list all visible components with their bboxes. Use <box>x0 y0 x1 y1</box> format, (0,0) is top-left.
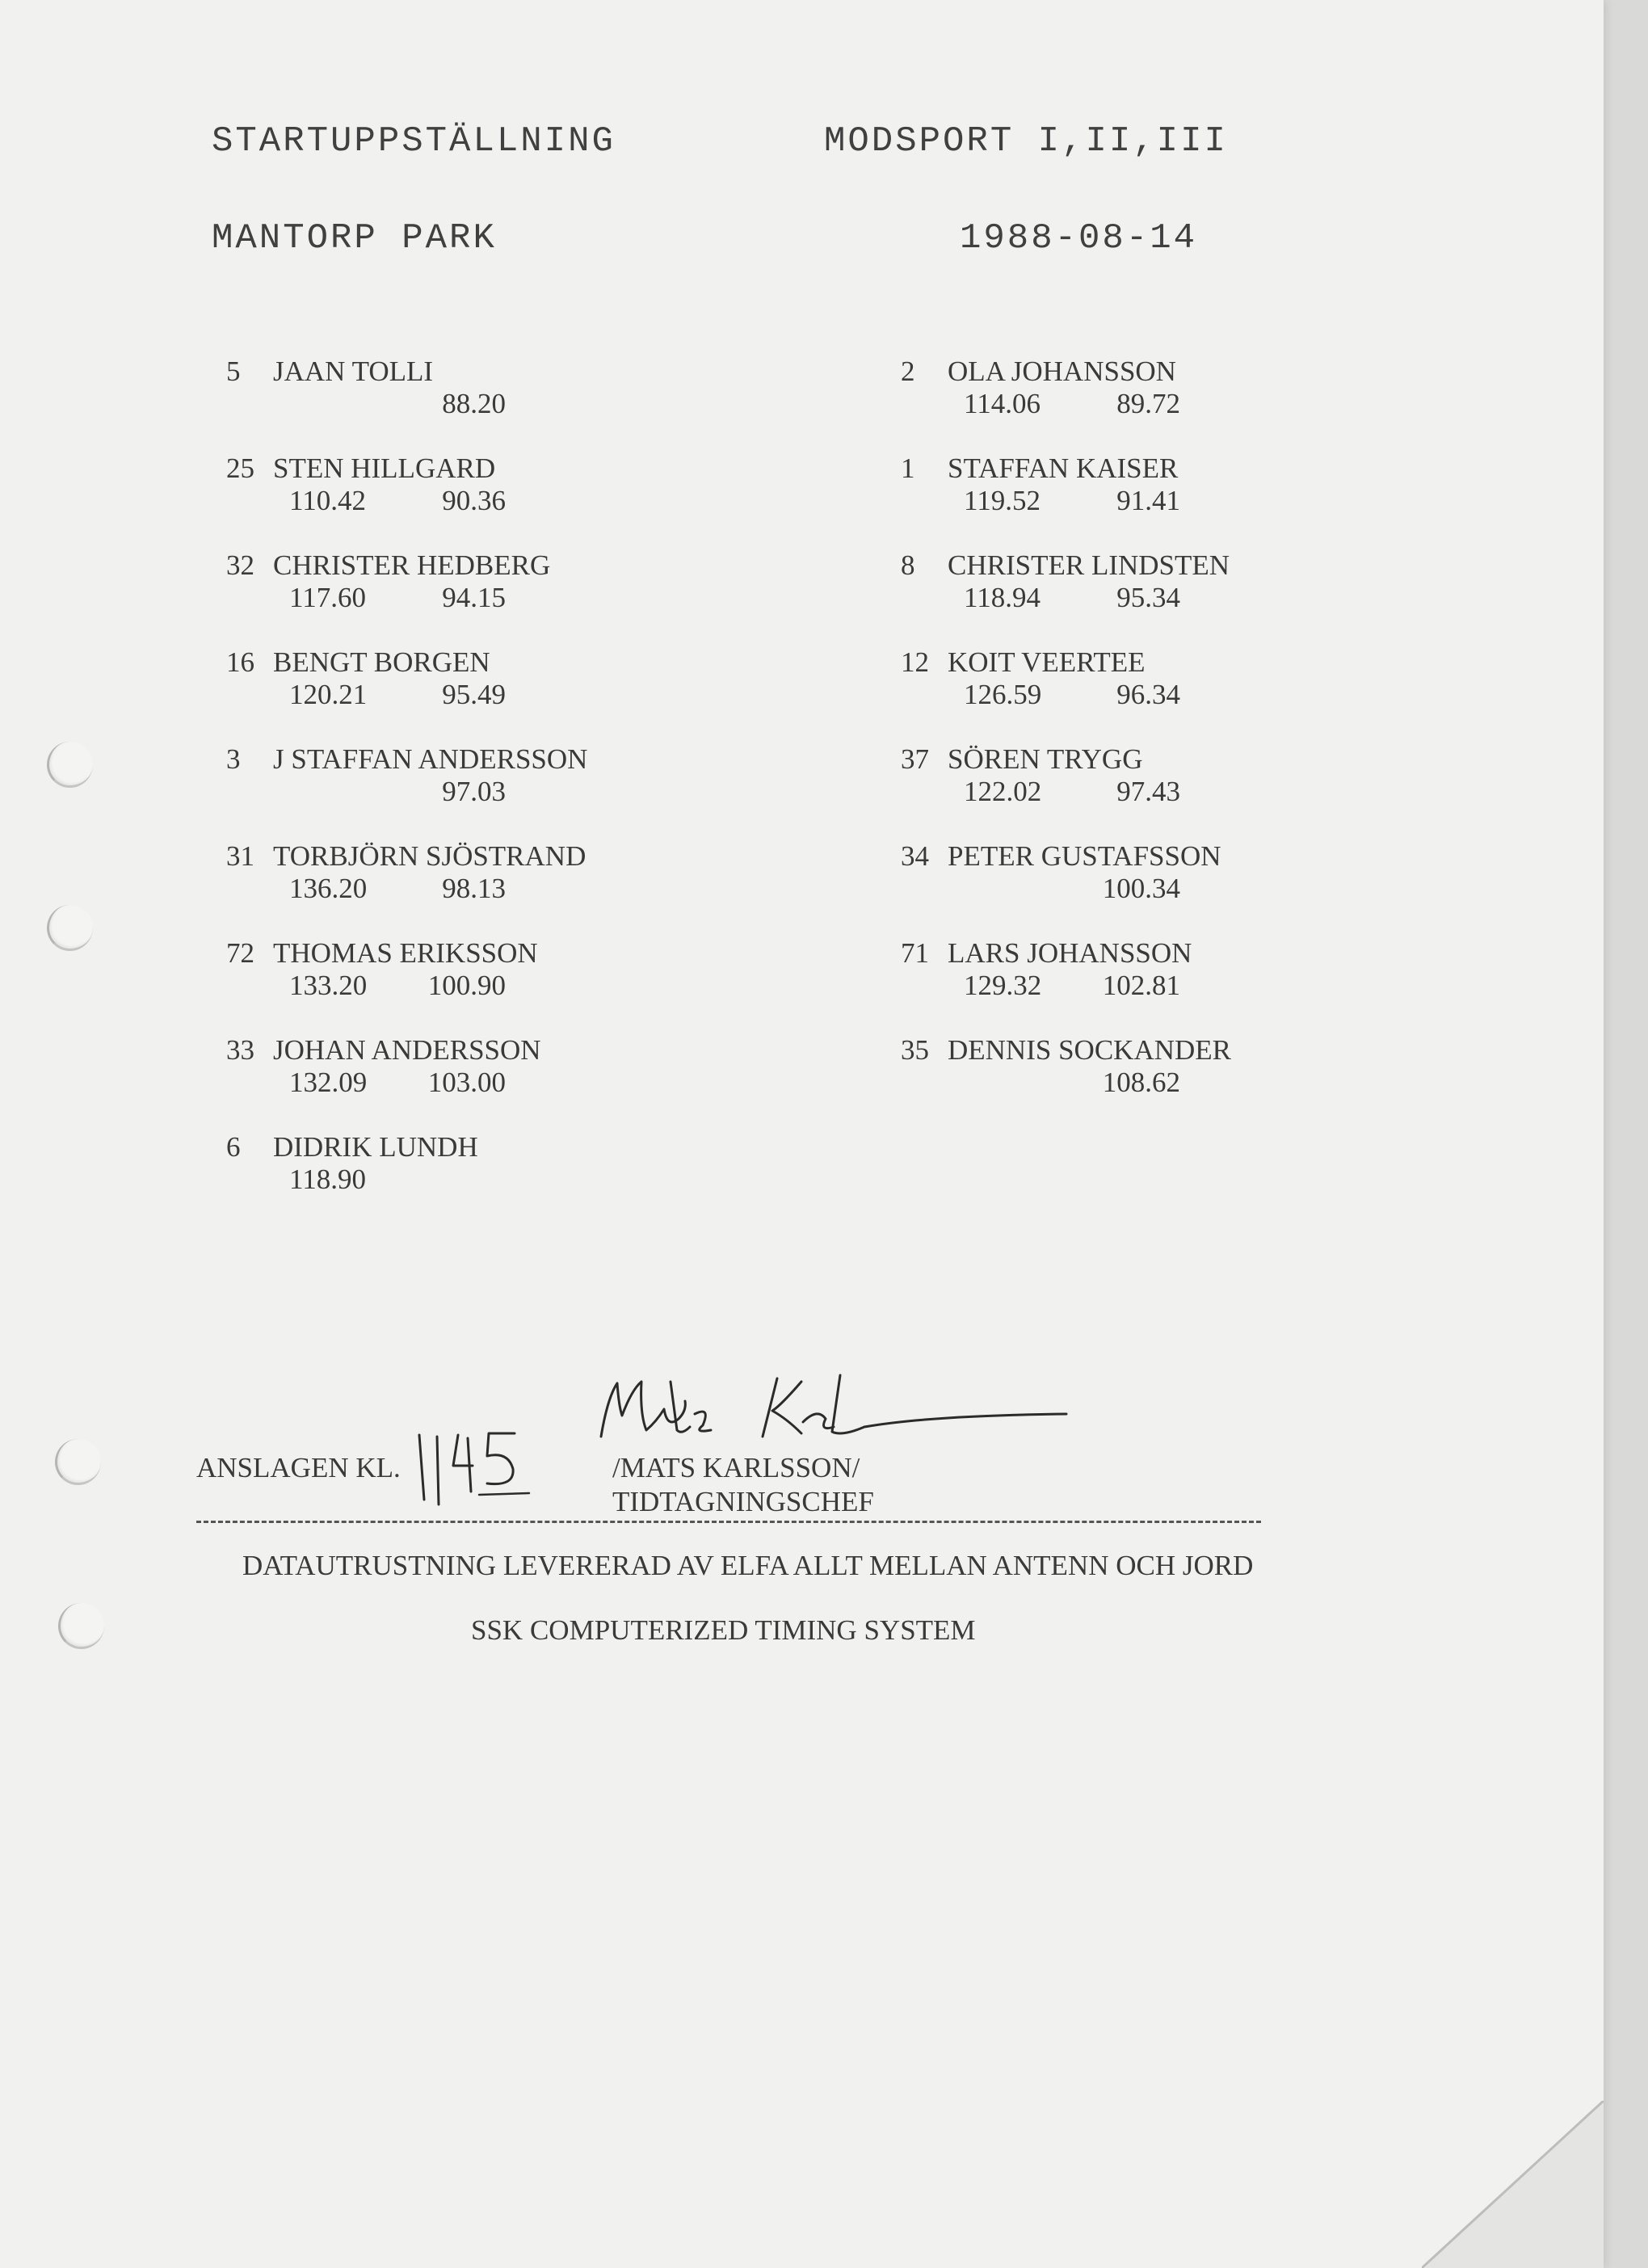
entry-number: 35 <box>901 1034 929 1066</box>
entry-name: JAAN TOLLI <box>273 356 434 387</box>
binder-hole-2 <box>47 905 93 951</box>
entry-name: DIDRIK LUNDH <box>273 1131 478 1163</box>
entry-time-2: 91.41 <box>1116 485 1180 516</box>
entry-number: 34 <box>901 840 929 872</box>
entry-number: 6 <box>226 1131 241 1163</box>
entry-number: 33 <box>226 1034 254 1066</box>
entry-time-2: 108.62 <box>1102 1067 1180 1098</box>
entry-name: THOMAS ERIKSSON <box>273 937 538 969</box>
entry <box>226 840 586 905</box>
entry-time-1: 126.59 <box>964 679 1042 710</box>
entry-number: 16 <box>226 646 254 678</box>
entry-name: CHRISTER LINDSTEN <box>948 549 1230 581</box>
entry-time-1: 132.09 <box>289 1067 368 1098</box>
entry <box>901 1034 1231 1099</box>
entry-name: KOIT VEERTEE <box>948 646 1146 678</box>
entry <box>901 549 1230 614</box>
entry-time-1: 117.60 <box>289 582 366 613</box>
entry-time-2: 97.03 <box>442 776 506 807</box>
posted-label: ANSLAGEN KL. <box>196 1452 401 1483</box>
entry-time-2: 97.43 <box>1116 776 1180 807</box>
entry-time-2: 89.72 <box>1116 388 1180 419</box>
entry-name: JOHAN ANDERSSON <box>273 1034 541 1066</box>
entry <box>226 743 587 808</box>
entry <box>901 840 1221 905</box>
entry-number: 3 <box>226 743 241 775</box>
entry-number: 12 <box>901 646 929 678</box>
entry <box>901 356 1180 420</box>
binder-hole-3 <box>55 1439 101 1485</box>
entry-time-1: 110.42 <box>289 485 366 516</box>
handwritten-posted-time <box>408 1424 537 1513</box>
entry-name: CHRISTER HEDBERG <box>273 549 551 581</box>
entry-name: BENGT BORGEN <box>273 646 490 678</box>
entry-time-1: 114.06 <box>964 388 1041 419</box>
entry-number: 5 <box>226 356 241 387</box>
entry-number: 2 <box>901 356 915 387</box>
entry <box>226 356 506 420</box>
entry-time-1: 129.32 <box>964 970 1042 1001</box>
signer-name: /MATS KARLSSON/ <box>612 1452 860 1483</box>
entry-name: STEN HILLGARD <box>273 452 496 484</box>
divider <box>196 1521 1261 1523</box>
entry-number: 25 <box>226 452 254 484</box>
entry <box>901 937 1192 1002</box>
entry-number: 8 <box>901 549 915 581</box>
system-line: SSK COMPUTERIZED TIMING SYSTEM <box>471 1614 976 1646</box>
handwritten-signature <box>590 1365 1074 1454</box>
entry-name: OLA JOHANSSON <box>948 356 1176 387</box>
entry-time-1: 119.52 <box>964 485 1041 516</box>
venue: MANTORP PARK <box>212 218 497 259</box>
entry <box>226 937 538 1002</box>
entry-time-1: 122.02 <box>964 776 1042 807</box>
binder-hole-1 <box>47 742 93 788</box>
folded-corner <box>1422 2101 1604 2268</box>
entry-name: LARS JOHANSSON <box>948 937 1192 969</box>
entry-number: 37 <box>901 743 929 775</box>
entry-time-2: 90.36 <box>442 485 506 516</box>
entry <box>901 452 1180 517</box>
entry-name: STAFFAN KAISER <box>948 452 1179 484</box>
entry-number: 1 <box>901 452 915 484</box>
entry-time-2: 98.13 <box>442 873 506 904</box>
entry <box>901 743 1180 808</box>
entry-number: 31 <box>226 840 254 872</box>
entry-time-2: 95.34 <box>1116 582 1180 613</box>
entry-number: 72 <box>226 937 254 969</box>
entry-number: 71 <box>901 937 929 969</box>
entry <box>226 646 506 711</box>
entry-time-1: 133.20 <box>289 970 368 1001</box>
entry-number: 32 <box>226 549 254 581</box>
document-title: STARTUPPSTÄLLNING <box>212 121 616 162</box>
entry-time-2: 102.81 <box>1102 970 1180 1001</box>
class-title: MODSPORT I,II,III <box>824 121 1228 162</box>
entry <box>226 452 506 517</box>
signer-title: TIDTAGNINGSCHEF <box>612 1486 874 1517</box>
entry-time-1: 118.94 <box>964 582 1041 613</box>
entry-time-2: 100.90 <box>427 970 506 1001</box>
entry-name: J STAFFAN ANDERSSON <box>273 743 588 775</box>
binder-hole-4 <box>58 1603 104 1649</box>
entry-time-1: 120.21 <box>289 679 368 710</box>
entry-name: TORBJÖRN SJÖSTRAND <box>273 840 586 872</box>
entry-time-1: 118.90 <box>289 1163 366 1195</box>
entry <box>226 549 550 614</box>
entry <box>226 1034 541 1099</box>
entry-time-2: 95.49 <box>442 679 506 710</box>
entry-time-2: 96.34 <box>1116 679 1180 710</box>
event-date: 1988-08-14 <box>960 218 1198 259</box>
entry-time-2: 100.34 <box>1102 873 1180 904</box>
entry-name: SÖREN TRYGG <box>948 743 1143 775</box>
entry-time-2: 94.15 <box>442 582 506 613</box>
entry-name: DENNIS SOCKANDER <box>948 1034 1231 1066</box>
entry-time-2: 88.20 <box>442 388 506 419</box>
entry-name: PETER GUSTAFSSON <box>948 840 1221 872</box>
entry-time-1: 136.20 <box>289 873 368 904</box>
entry-time-2: 103.00 <box>427 1067 506 1098</box>
entry <box>901 646 1180 711</box>
sponsor-line: DATAUTRUSTNING LEVERERAD AV ELFA ALLT MELLAN ANTENN OCH JORD <box>242 1550 1254 1581</box>
entry <box>226 1131 506 1196</box>
